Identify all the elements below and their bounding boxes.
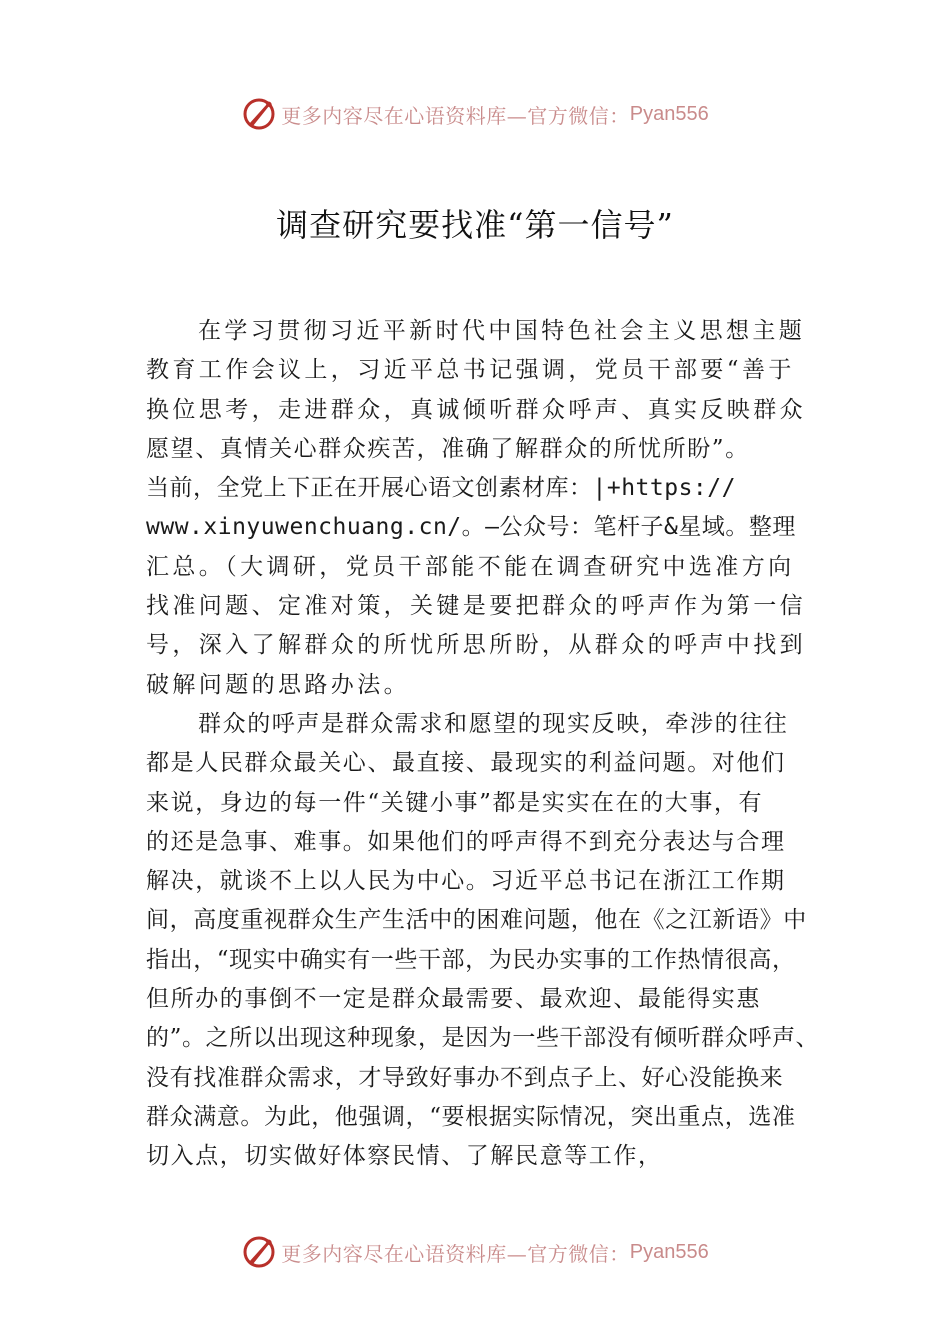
text-line: 群众满意。为此，他强调，“要根据实际情况，突出重点，选准 (146, 1103, 796, 1130)
text-line: 在学习贯彻习近平新时代中国特色社会主义思想主题 (198, 318, 806, 344)
article-body (146, 312, 820, 1177)
text-line: 解决，就谈不上以人民为中心。习近平总书记在浙江工作期 (146, 868, 786, 895)
text-line: 换位思考，走进群众，真诚倾听群众呼声、真实反映群众 (146, 396, 806, 423)
text-line: 的”。之所以出现这种现象，是因为一些干部没有倾听群众呼声、 (146, 1025, 820, 1052)
text-line: 破解问题的思路办法。 (146, 671, 410, 698)
banner-wechat-id: Pyan556 (629, 1240, 709, 1263)
text-line: 群众的呼声是群众需求和愿望的现实反映，牵涉的往往 (198, 710, 789, 737)
text-line: 没有找准群众需求，才导致好事办不到点子上、好心没能换来 (146, 1064, 784, 1091)
banner-slogan: 更多内容尽在心语资料库—官方微信： (281, 1241, 630, 1266)
text-line: 找准问题、定准对策，关键是要把群众的呼声作为第一信 (146, 593, 806, 620)
quill-logo-icon (241, 96, 277, 132)
text-line: 愿望、真情关心群众疾苦，准确了解群众的所忧所盼”。 (146, 435, 750, 462)
text-line: 间，高度重视群众生产生活中的困难问题，他在《之江新语》中 (146, 907, 807, 934)
header-watermark-banner (0, 94, 950, 134)
text-line: 指出，“现实中确实有一些干部，为民办实事的工作热情很高， (146, 946, 796, 973)
quill-logo-icon (241, 1234, 277, 1270)
text-line: 的还是急事、难事。如果他们的呼声得不到充分表达与合理 (146, 828, 786, 855)
footer-watermark-banner (0, 1232, 950, 1272)
text-line: 汇总。（大调研，党员干部能不能在调查研究中选准方向 (146, 553, 795, 580)
text-line: 但所办的事倒不一定是群众最需要、最欢迎、最能得实惠 (146, 986, 761, 1013)
banner-slogan: 更多内容尽在心语资料库—官方微信： (281, 103, 630, 128)
text-line: 号，深入了解群众的所忧所思所盼，从群众的呼声中找到 (146, 632, 806, 659)
text-line: 来说，身边的每一件“关键小事”都是实实在在的大事，有 (146, 789, 764, 816)
text-line: 切入点，切实做好体察民情、了解民意等工作， (146, 1143, 663, 1170)
text-line: 当前，全党上下正在开展心语文创素材库：|+https:// (146, 475, 736, 502)
banner-wechat-id: Pyan556 (629, 102, 709, 125)
text-line: 教育工作会议上，习近平总书记强调，党员干部要“善于 (146, 357, 795, 384)
text-line: www.xinyuwenchuang.cn/。—公众号：笔杆子&星域。整理 (146, 514, 796, 541)
document-title: 调查研究要找准“第一信号” (276, 206, 674, 244)
text-line: 都是人民群众最关心、最直接、最现实的利益问题。对他们 (146, 750, 786, 777)
